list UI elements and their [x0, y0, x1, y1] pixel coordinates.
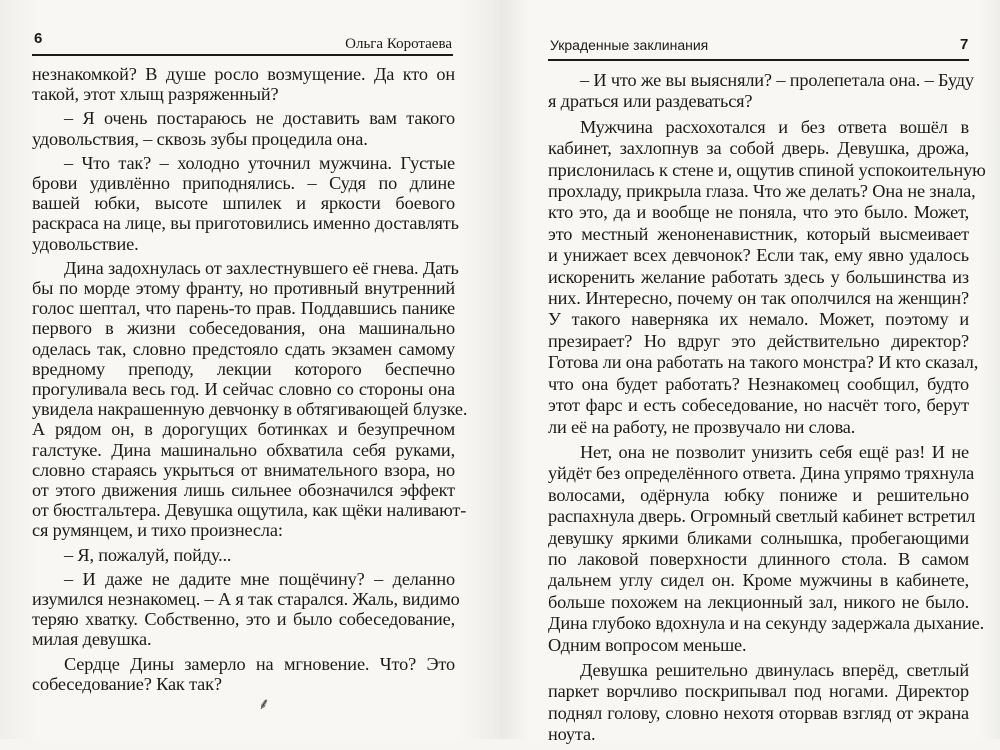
text-line: кто это, да и вообще не поняла, что это было. Может, — [548, 202, 969, 223]
text-line: милая девушка. — [32, 629, 152, 650]
text-line: словно стараясь укрыться от внимательного взора, но — [32, 459, 455, 480]
text-line: прохладу, прикрыла глаза. Что же делать? Она не знала, — [548, 181, 976, 202]
text-line: вашей юбки, высоте шпилек и яркости боевого — [32, 193, 455, 214]
text-line: я драться или раздеваться? — [548, 91, 753, 112]
page-body — [548, 70, 986, 750]
page-body — [32, 64, 468, 698]
text-line: оделась так, словно предстояло сдать экзамен самому — [32, 338, 455, 359]
text-line: поднял голову, словно нехотя оторвав взгляд от экрана — [548, 702, 969, 723]
text-line: увидела накрашенную девчонку в обтягивающей блузке. — [32, 399, 468, 420]
text-line: этот фарс и есть собеседование, но насчёт того, берут — [548, 395, 969, 416]
paragraph — [32, 257, 468, 541]
text-line: Девушка решительно двинулась вперёд, светлый — [580, 659, 969, 680]
text-line: удовольствие. — [32, 233, 139, 254]
left-page — [0, 0, 500, 739]
running-head-author: Ольга Коротаева — [345, 36, 452, 52]
text-line: удовольствия, – сквозь зубы процедила она. — [32, 128, 368, 149]
text-line: изумился незнакомец. – А я так старался. Жаль, видимо — [32, 589, 460, 610]
text-line: ноута. — [548, 724, 596, 745]
right-page — [500, 0, 1000, 745]
text-line: Мужчина расхохотался и без ответа вошёл в — [580, 116, 969, 137]
text-line: дальнем углу сидел он. Кроме мужчины в кабинете, — [548, 570, 969, 591]
text-line: бы по морде этому франту, но противный внутренний — [32, 278, 455, 299]
paragraph — [32, 108, 455, 148]
text-line: девушку яркими бликами солнышка, пробегающими — [548, 527, 969, 548]
paragraph — [32, 654, 455, 694]
text-line: А рядом он, в дорогущих ботинках и безупречном — [32, 419, 455, 440]
text-line: – И даже не дадите мне пощёчину? – деланно — [64, 568, 455, 589]
text-line: прогуливала весь год. И сейчас словно со стороны она — [32, 379, 455, 400]
ornament-icon: ⸙ — [258, 696, 271, 713]
paragraph — [32, 545, 455, 565]
text-line: них. Интересно, почему он так ополчился на женщин? — [548, 288, 969, 309]
text-line: теряю хватку. Собственно, это и было собеседование, — [32, 609, 455, 630]
text-line: голос шептал, что парень-то прав. Поддавшись панике — [32, 298, 455, 319]
text-line: Готова ли она работать на такого монстра? И кто сказал, — [548, 352, 979, 373]
paragraph — [548, 70, 974, 113]
text-line: больше похожем на лекционный зал, никого не было. — [548, 591, 969, 612]
text-line: кабинет, захлопнув за собой дверь. Девушка, дрожа, — [548, 138, 969, 159]
paragraph — [32, 568, 460, 650]
paragraph — [548, 441, 984, 656]
text-line: – И что же вы выясняли? – пролепетала она. – Буду — [580, 70, 974, 90]
text-line: – Я очень постараюсь не доставить вам такого — [64, 108, 455, 129]
text-line: галстуке. Дина машинально обхватила себя руками, — [32, 439, 455, 460]
running-head-title: Украденные заклинания — [550, 37, 709, 53]
header-rule — [548, 59, 969, 61]
text-line: брови удивлённо приподнялись. – Судя по длине — [32, 173, 455, 194]
text-line: волосами, одёрнула юбку пониже и решительно — [548, 484, 969, 505]
text-line: от этого движения лишь сильнее обозначился эффект — [32, 480, 455, 501]
text-line: ся румянцем, и тихо произнесла: — [32, 520, 283, 541]
paragraph — [548, 116, 986, 438]
text-line: – Что так? – холодно уточнил мужчина. Густые — [64, 152, 455, 173]
text-line: незнакомкой? В душе росло возмущение. Да кто он — [32, 64, 455, 84]
text-line: по лаковой поверхности длинного стола. В самом — [548, 548, 969, 569]
text-line: раскраса на лице, вы приготовились именно доставлять — [32, 213, 459, 234]
text-line: Одним вопросом меньше. — [548, 634, 747, 655]
paragraph — [32, 64, 455, 104]
text-line: прислонилась к стене и, ощутив спиной успокоительную — [548, 159, 986, 180]
text-line: Сердце Дины замерло на мгновение. Что? Это — [64, 653, 455, 674]
text-line: такой, этот хлыщ разряженный? — [32, 84, 279, 105]
header-rule — [32, 54, 453, 56]
text-line: первого в жизни собеседования, она машинально — [32, 318, 455, 339]
text-line: от бюстгальтера. Девушка ощутила, как щёки наливают- — [32, 500, 467, 521]
paragraph — [32, 152, 459, 254]
text-line: Дина глубоко вдохнула и на секунду задержала дыхание. — [548, 613, 984, 634]
page-number: 7 — [960, 36, 969, 53]
paragraph — [548, 660, 969, 746]
text-line: У такого наверняка их немало. Может, поэтому и — [548, 309, 969, 330]
text-line: собеседование? Как так? — [32, 673, 222, 694]
text-line: вредному преподу, лекции которого беспечно — [32, 358, 455, 379]
text-line: – Я, пожалуй, пойду... — [64, 544, 232, 565]
text-line: презирает? Но вдруг это действительно директор? — [548, 330, 969, 351]
text-line: паркет ворчливо поскрипывал под ногами. Директор — [548, 681, 969, 702]
text-line: и унижает всех девчонок? Если так, ему явно удалось — [548, 245, 969, 266]
page-number: 6 — [34, 30, 43, 47]
text-line: что она будет работать? Незнакомец сообщил, будто — [548, 373, 969, 394]
text-line: Дина задохнулась от захлестнувшего её гнева. Дать — [64, 257, 459, 278]
text-line: искоренить желание работать здесь у большинства из — [548, 266, 969, 287]
text-line: уйдёт без определённого ответа. Дина упрямо тряхнула — [548, 463, 975, 484]
text-line: распахнула дверь. Огромный светлый кабинет встретил — [548, 506, 976, 527]
text-line: это местный женоненавистник, который высмеивает — [548, 223, 969, 244]
text-line: Нет, она не позволит унизить себя ещё раз! И не — [580, 441, 969, 462]
text-line: ли её на работу, не прозвучало ни слова. — [548, 416, 856, 437]
